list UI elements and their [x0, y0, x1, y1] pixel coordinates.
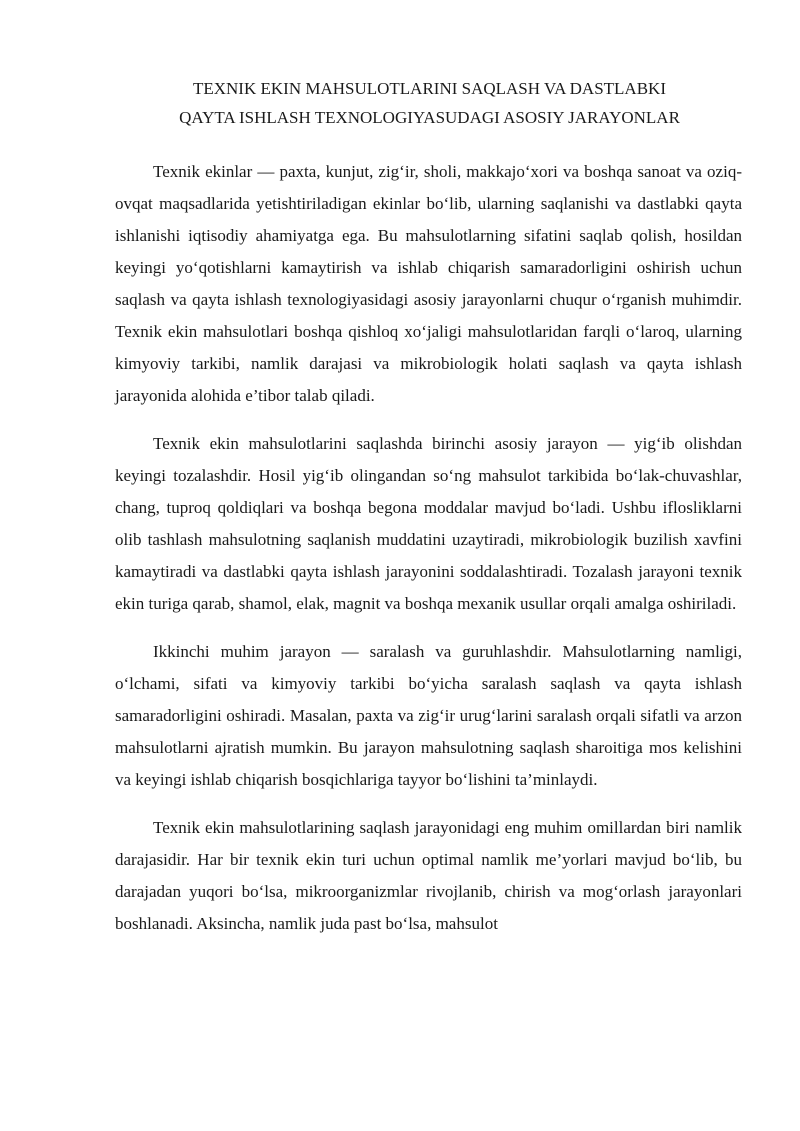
document-title [115, 74, 744, 132]
title-line-2: QAYTA ISHLASH TEXNOLOGIYASUDAGI ASOSIY JARAYONLAR [179, 108, 680, 127]
paragraph-1: Texnik ekinlar — paxta, kunjut, zig‘ir, sholi, makkajo‘xori va boshqa sanoat va oziq-ovqat maqsadlarida yetishtiriladigan ekinlar bo‘lib, ularning saqlanishi va dastlabki qayta ishlanishi iqtisodiy ahamiyatga ega. Bu mahsulotlarning sifatini saqlab qolish, hosildan keyingi yo‘qotishlarni kamaytirish va ishlab chiqarish samaradorligini oshirish uchun saqlash va qayta ishlash texnologiyasidagi asosiy jarayonlarni chuqur o‘rganish muhimdir. Texnik ekin mahsulotlari boshqa qishloq xo‘jaligi mahsulotlaridan farqli o‘laroq, ularning kimyoviy tarkibi, namlik darajasi va mikrobiologik holati saqlash va qayta ishlash jarayonida alohida e’tibor talab qiladi. [115, 162, 742, 405]
paragraph-3: Ikkinchi muhim jarayon — saralash va guruhlashdir. Mahsulotlarning namligi, o‘lchami, sifati va kimyoviy tarkibi bo‘yicha saralash saqlash va qayta ishlash samaradorligini oshiradi. Masalan, paxta va zig‘ir urug‘larini saralash orqali sifatli va arzon mahsulotlarni ajratish mumkin. Bu jarayon mahsulotning saqlash sharoitiga mos kelishini va keyingi ishlab chiqarish bosqichlariga tayyor bo‘lishini ta’minlaydi. [115, 642, 742, 789]
paragraph-2: Texnik ekin mahsulotlarini saqlashda birinchi asosiy jarayon — yig‘ib olishdan keyingi tozalashdir. Hosil yig‘ib olingandan so‘ng mahsulot tarkibida bo‘lak-chuvashlar, chang, tuproq qoldiqlari va boshqa begona moddalar mavjud bo‘ladi. Ushbu iflosliklarni olib tashlash mahsulotning saqlanish muddatini uzaytiradi, mikrobiologik buzilish xavfini kamaytiradi va dastlabki qayta ishlash jarayonini soddalashtiradi. Tozalash jarayoni texnik ekin turiga qarab, shamol, elak, magnit va boshqa mexanik usullar orqali amalga oshiriladi. [115, 434, 742, 613]
document-body [115, 156, 742, 956]
title-line-1: TEXNIK EKIN MAHSULOTLARINI SAQLASH VA DASTLABKI [192, 79, 666, 98]
paragraph-4: Texnik ekin mahsulotlarining saqlash jarayonidagi eng muhim omillardan biri namlik darajasidir. Har bir texnik ekin turi uchun optimal namlik me’yorlari mavjud bo‘lib, bu darajadan yuqori bo‘lsa, mikroorganizmlar rivojlanib, chirish va mog‘orlash jarayonlari boshlanadi. Aksincha, namlik juda past bo‘lsa, mahsulot [115, 818, 742, 933]
